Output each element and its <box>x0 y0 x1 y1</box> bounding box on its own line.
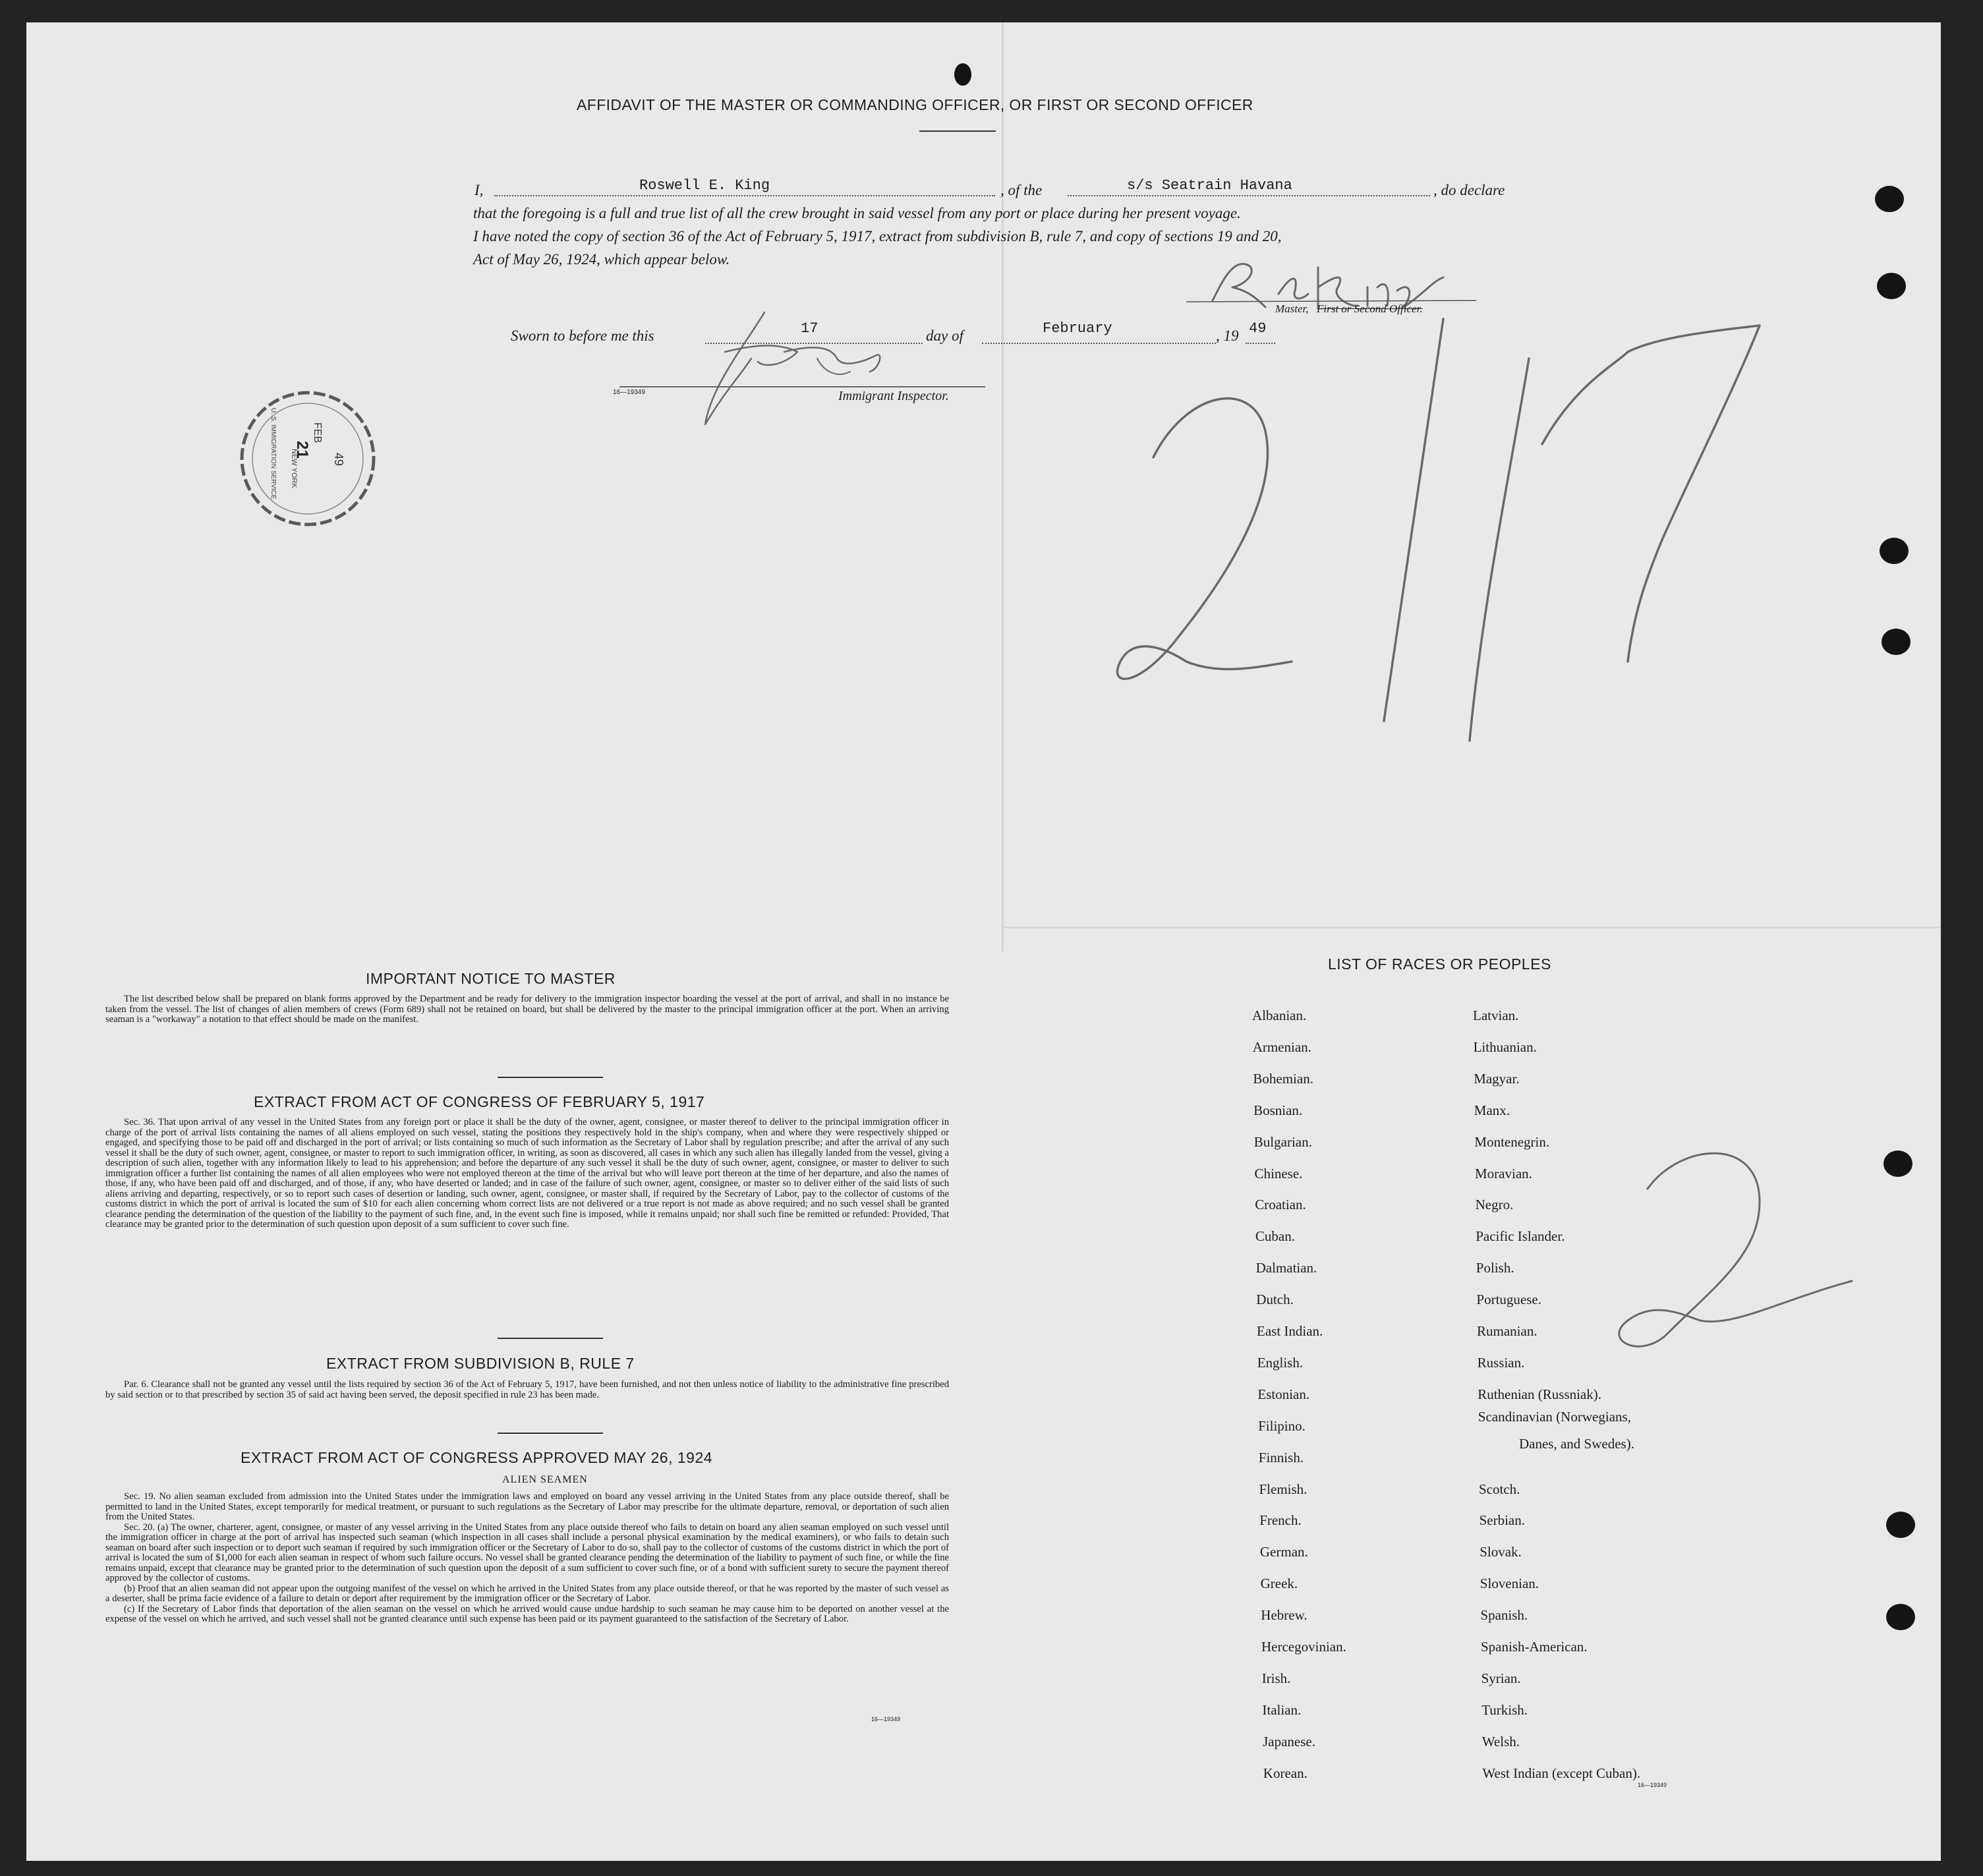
divider-rule <box>498 1433 603 1434</box>
race-item: Dalmatian. <box>1255 1260 1317 1276</box>
race-item: Albanian. <box>1252 1008 1307 1023</box>
affidavit-line-4: Act of May 26, 1924, which appear below. <box>473 251 730 268</box>
race-item: Italian. <box>1262 1701 1302 1718</box>
punch-hole <box>1877 273 1906 299</box>
stamp-ring <box>237 388 379 530</box>
race-item: Japanese. <box>1263 1733 1315 1749</box>
extract-1924-text <box>105 1492 949 1625</box>
handwritten-large-number <box>1074 293 1773 807</box>
race-item: English. <box>1257 1354 1304 1371</box>
extract-1924-title: EXTRACT FROM ACT OF CONGRESS APPROVED MAY 26, 1924 <box>241 1449 713 1466</box>
divider-rule <box>498 1338 603 1339</box>
divider-rule <box>498 1077 603 1078</box>
race-item: Bosnian. <box>1253 1102 1303 1118</box>
alien-seamen-subtitle: ALIEN SEAMEN <box>502 1474 588 1485</box>
race-item: Irish. <box>1261 1670 1291 1686</box>
affidavit-declare-label: , do declare <box>1433 182 1505 198</box>
vessel-name: s/s Seatrain Havana <box>1127 177 1292 194</box>
race-item: Armenian. <box>1252 1038 1311 1055</box>
affidavit-line-3: I have noted the copy of section 36 of the Act of February 5, 1917, extract from subdivision B, rule 7, and copy of sections 19 and 20, <box>473 228 1282 244</box>
race-scandinavian-cont: Danes, and Swedes). <box>1519 1436 1634 1452</box>
race-item: Korean. <box>1263 1765 1308 1781</box>
race-item: Finnish. <box>1258 1449 1304 1465</box>
title-rule <box>919 130 996 132</box>
punch-hole <box>954 63 971 86</box>
races-title: LIST OF RACES OR PEOPLES <box>1328 955 1551 973</box>
punch-hole <box>1882 629 1911 655</box>
master-title: Master, <box>1275 302 1309 315</box>
races-form-number: 16—19349 <box>1638 1782 1667 1788</box>
par-6-paragraph: Par. 6. Clearance shall not be granted any vessel until the lists required by section 36 of the Act of February 5, 1917, have been furnished, and not then unless notice of liability to the administrative fine prescribed by said section or to that prescribed by section 35 of said act having been served, the deposit specified in rule 23 has been made. <box>105 1379 949 1400</box>
date-stamp <box>237 388 379 530</box>
affidavit-of-the-label: , of the <box>1000 182 1043 198</box>
race-item: Serbian. <box>1479 1512 1525 1529</box>
punch-hole <box>1886 1604 1915 1630</box>
race-item: Chinese. <box>1254 1165 1303 1181</box>
race-item: Moravian. <box>1475 1165 1532 1181</box>
notice-title: IMPORTANT NOTICE TO MASTER <box>366 970 616 987</box>
day-of-label: day of <box>926 327 963 344</box>
section-20b-paragraph: (b) Proof that an alien seaman did not appear upon the outgoing manifest of the vessel on which he arrived in the United States from any place outside thereof, or that he was reported by the master of such vessel as a deserter, shall be prima facie evidence of a failure to detain or deport after requirement by the immigration officer or the Secretary of Labor. <box>105 1583 949 1604</box>
section-36-paragraph: Sec. 36. That upon arrival of any vessel in the United States from any foreign port or place it shall be the duty of the owner, agent, consignee, or master thereof to deliver to the principal immigration officer in charge of the port of arrival lists containing the names of all aliens employed on such vessel, stating the positions they respectively hold in the ship's company, when and where they were respectively shipped or engaged, and specifying those to be paid off and discharged in the port of arrival; or lists containing so much of such information as the Secretary of Labor shall by regulation prescribe; and after the arrival of any such vessel it shall be the duty of such owner, agent, consignee, or master to report to such immigration officer, in writing, as soon as discovered, all cases in which any such alien has illegally landed from the vessel, giving a description of such alien, together with any information likely to lead to his apprehension; and before the departure of any such vessel it shall be the duty of such owner, agent, consignee, or master to deliver to such immigration officer a further list containing the names of all alien employees who were not employed thereon at the time of the arrival but who will leave port thereon at the time of her departure, and also the names of those, if any, who have been paid off and discharged, and of those, if any, who have deserted or landed; and in case of the failure of such owner, agent, consignee, or master so to deliver either of the said lists of such aliens arriving and departing, respectively, or so to report such cases of desertion or landing, such owner, agent, consignee, or master shall, if required by the Secretary of Labor, pay to the collector of customs of the customs district in which the port of arrival is located the sum of $10 for each alien concerning whom correct lists are not delivered or a true report is not made as above required; and no such vessel shall be granted clearance pending the determination of the question of the liability to the payment of such fine, and, in the event such fine is imposed, while it remains unpaid; nor shall such fine be remitted or refunded: Provided, That clearance may be granted prior to the determination of such question upon deposit of a sum sufficient to cover such fine. <box>105 1117 949 1230</box>
race-item: Filipino. <box>1258 1417 1306 1434</box>
section-20c-paragraph: (c) If the Secretary of Labor finds that deportation of the alien seaman on the vessel on which he arrived would cause undue hardship to such seaman he may cause him to be deported on another vessel at the expense of the vessel on which he arrived, and such vessel shall not be granted clearance until such expense has been paid or its payment guaranteed to the satisfaction of the Secretary of Labor. <box>105 1603 949 1624</box>
affidavit-line-2: that the foregoing is a full and true list of all the crew brought in said vessel from any port or place during her present voyage. <box>473 205 1241 221</box>
race-item: Hebrew. <box>1261 1607 1308 1624</box>
race-item: Pacific Islander. <box>1476 1228 1565 1245</box>
race-item: Portuguese. <box>1476 1292 1541 1308</box>
sworn-day: 17 <box>801 320 819 337</box>
race-item: Welsh. <box>1481 1733 1520 1749</box>
race-item: Russian. <box>1477 1354 1525 1371</box>
stamp-line-1: U. S. IMMIGRATION SERVICE <box>270 408 277 499</box>
inspector-line <box>619 386 985 387</box>
stamp-month: FEB <box>312 422 323 443</box>
race-item: Spanish-American. <box>1481 1639 1588 1655</box>
notice-text <box>105 994 949 1025</box>
vessel-name-line <box>1068 195 1430 196</box>
affidavit-i-label: I, <box>474 182 484 198</box>
race-item: German. <box>1259 1544 1308 1560</box>
race-item: Rumanian. <box>1477 1323 1538 1339</box>
race-item: Bulgarian. <box>1253 1133 1312 1150</box>
section-19-paragraph: Sec. 19. No alien seaman excluded from admission into the United States under the immigration laws and employed on board any vessel arriving in the United States from any place outside thereof, shall be permitted to land in the United States, except temporarily for medical treatment, or pursuant to such regulations as the Secretary of Labor may prescribe for the ultimate departure, removal, or deportation of such alien from the United States. <box>105 1491 949 1522</box>
affidavit-title: AFFIDAVIT OF THE MASTER OR COMMANDING OFFICER, OR FIRST OR SECOND OFFICER <box>577 96 1253 113</box>
extract-1917-text <box>105 1118 949 1230</box>
struck-officer-title: First or Second Officer. <box>1317 302 1423 315</box>
race-item: Lithuanian. <box>1473 1038 1537 1055</box>
race-item: Cuban. <box>1255 1228 1295 1245</box>
race-item: Scotch. <box>1479 1481 1520 1497</box>
punch-hole <box>1883 1151 1912 1177</box>
race-item: Scandinavian (Norwegians, <box>1478 1408 1631 1425</box>
race-item: Estonian. <box>1257 1386 1310 1402</box>
race-item: Greek. <box>1260 1576 1298 1592</box>
section-20a-paragraph: Sec. 20. (a) The owner, charterer, agent, consignee, or master of any vessel arriving in the United States from any place outside thereof who fails to detain on board any alien seaman employed on such vessel until the immigration officer in charge at the port of arrival has inspected such seaman (which inspection in all cases shall include a personal physical examination by the medical examiners), or who fails to detain such seaman on board after such inspection or to deport such seaman if required by such immigration officer or the Secretary of Labor to do so, shall pay to the collector of customs of the customs district in which the port of arrival is located the sum of $1,000 for each alien seaman in respect of whom such failure occurs. No vessel shall be granted clearance pending the determination of the liability to payment of such fine, or while the fine remains unpaid, except that clearance may be granted prior to the determination of such question upon the deposit of a sum sufficient to cover such fine, or of a bond with sufficient surety to secure the payment thereof approved by the collector of customs. <box>105 1521 949 1583</box>
extract-form-number: 16—19349 <box>871 1716 901 1722</box>
race-item: Slovak. <box>1480 1544 1522 1560</box>
master-name-line <box>494 195 995 196</box>
race-item: Negro. <box>1475 1197 1514 1213</box>
race-item: Syrian. <box>1481 1670 1521 1686</box>
rule-7-text <box>105 1380 949 1400</box>
race-item: Croatian. <box>1255 1197 1306 1213</box>
rule-7-title: EXTRACT FROM SUBDIVISION B, RULE 7 <box>326 1355 635 1372</box>
document-page <box>26 22 1941 1861</box>
handwritten-small-number <box>1562 1143 1872 1353</box>
race-item: Montenegrin. <box>1474 1133 1550 1150</box>
race-item: Flemish. <box>1259 1481 1308 1497</box>
affidavit-form-number: 16—19349 <box>613 389 645 396</box>
sworn-year: 49 <box>1249 320 1267 337</box>
fold-crease-vertical <box>1002 22 1004 952</box>
sworn-label: Sworn to before me this <box>511 327 654 344</box>
master-name: Roswell E. King <box>639 177 770 194</box>
race-item: West Indian (except Cuban). <box>1482 1765 1641 1781</box>
race-item: Spanish. <box>1480 1607 1528 1624</box>
race-item: Magyar. <box>1474 1070 1520 1087</box>
sworn-month: February <box>1043 320 1112 337</box>
race-item: Dutch. <box>1256 1292 1294 1308</box>
year-prefix: , 19 <box>1216 327 1239 344</box>
race-item: Bohemian. <box>1253 1070 1313 1087</box>
punch-hole <box>1875 186 1904 212</box>
race-item: Latvian. <box>1473 1008 1519 1023</box>
race-item: Slovenian. <box>1480 1576 1539 1592</box>
stamp-day: 21 <box>293 441 311 459</box>
race-item: East Indian. <box>1257 1323 1323 1339</box>
punch-hole <box>1880 538 1909 564</box>
notice-paragraph: The list described below shall be prepared on blank forms approved by the Department and be ready for delivery to the immigration inspector boarding the vessel at the port of arrival, and shall in no instance be taken from the vessel. The list of changes of alien members of crews (Form 689) shall not be retained on board, but shall be delivered by the master to the principal immigration officer at the port. When an arriving seaman is a "workaway" a notation to that effect should be made on the manifest. <box>105 994 949 1025</box>
fold-crease-horizontal <box>1002 926 1941 928</box>
race-item: Hercegovinian. <box>1261 1639 1346 1655</box>
race-item: Turkish. <box>1481 1701 1528 1718</box>
inspector-label: Immigrant Inspector. <box>838 389 949 403</box>
race-item: French. <box>1259 1512 1302 1529</box>
stamp-year: 49 <box>332 453 345 467</box>
race-item: Polish. <box>1476 1260 1514 1276</box>
race-item: Ruthenian (Russniak). <box>1478 1386 1601 1402</box>
extract-1917-title: EXTRACT FROM ACT OF CONGRESS OF FEBRUARY 5, 1917 <box>254 1093 705 1110</box>
stamp-city: NEW YORK <box>290 449 298 488</box>
race-item: Manx. <box>1474 1102 1510 1118</box>
inspector-signature <box>685 306 903 438</box>
punch-hole <box>1886 1512 1915 1538</box>
